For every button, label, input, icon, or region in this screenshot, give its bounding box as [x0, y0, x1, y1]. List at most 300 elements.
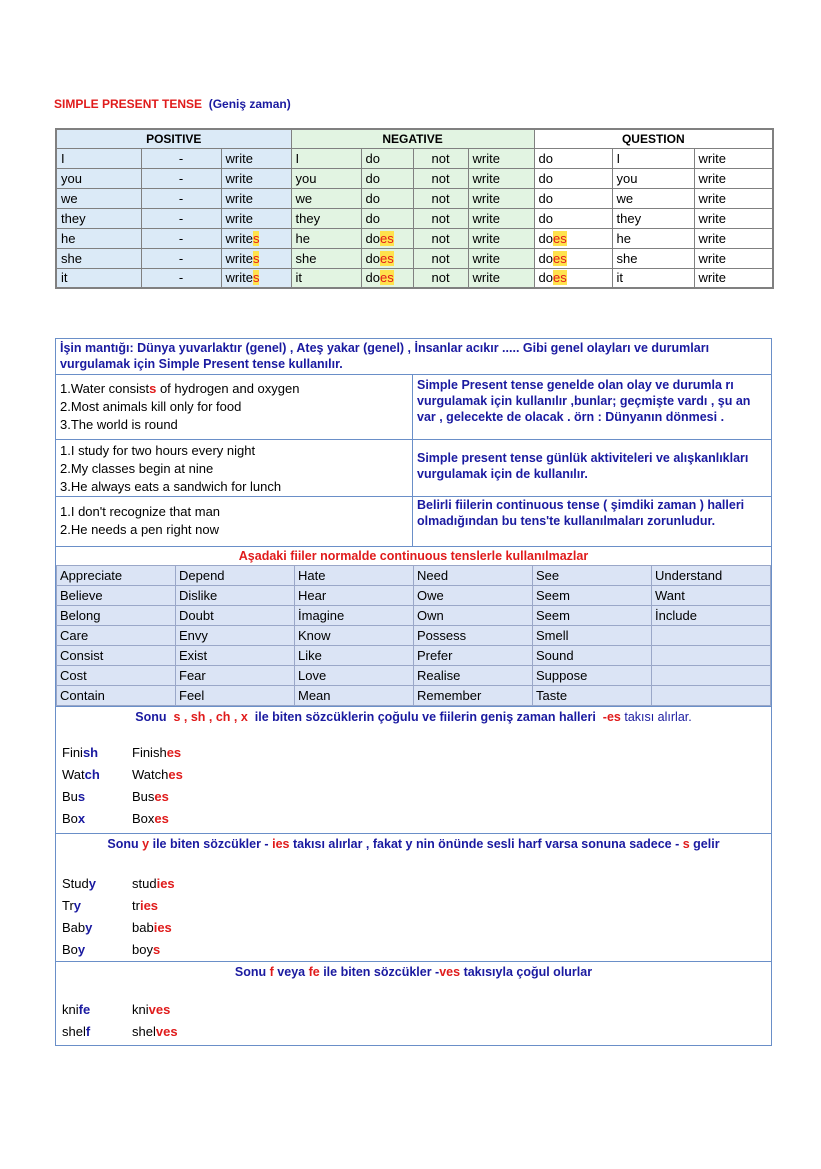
plural-stem: stud: [132, 876, 157, 891]
verbs-row: [57, 566, 771, 586]
word-pair: [62, 786, 771, 808]
conj-cell: [221, 188, 291, 208]
word-pair: [62, 873, 771, 895]
conj-cell: [221, 148, 291, 168]
conj-row: [56, 208, 773, 228]
plural-word: [132, 742, 181, 764]
conj-cell: [291, 148, 361, 168]
conj-cell: [56, 168, 141, 188]
conj-cell: [291, 168, 361, 188]
usage-note-3: Belirli fiilerin continuous tense ( şimdiki zaman ) halleri olmadığından bu tens'te kullanılmaları zorunludur.: [417, 498, 745, 528]
conj-cell: [361, 188, 413, 208]
conj-cell: [612, 188, 694, 208]
base-ending: y: [77, 942, 86, 957]
example-line: 2.Most animals kill only for food: [60, 399, 242, 414]
conj-cell: [413, 188, 468, 208]
conj-cell: [468, 168, 534, 188]
conj-word: we: [616, 190, 634, 206]
verbs-row: [57, 606, 771, 626]
conj-cell: [141, 268, 221, 288]
conj-word: do: [538, 210, 554, 226]
conj-cell: [694, 268, 773, 288]
title-main: SIMPLE PRESENT TENSE: [54, 97, 203, 111]
conj-cell: [612, 248, 694, 268]
conj-word: write: [472, 270, 500, 286]
verb-cell: [652, 686, 771, 706]
conj-word: do: [538, 190, 554, 206]
conj-word: not: [431, 150, 450, 166]
base-word: [62, 742, 132, 764]
conj-suffix: es: [553, 250, 567, 266]
conj-word: she: [61, 250, 82, 266]
header-negative: NEGATIVE: [291, 129, 534, 148]
word-pair: [62, 939, 771, 961]
verb-cell: Understand: [652, 566, 771, 586]
conj-word: we: [295, 190, 313, 206]
example-line: 1.I don't recognize that man: [60, 504, 221, 519]
word-pair: [62, 808, 771, 830]
conj-cell: [221, 268, 291, 288]
verb-cell: Smell: [533, 626, 652, 646]
base-ending: y: [85, 920, 93, 935]
base-stem: Bo: [62, 811, 78, 826]
conj-word: write: [698, 210, 726, 226]
conj-word: I: [61, 150, 65, 166]
conj-cell: [612, 168, 694, 188]
verb-cell: Care: [57, 626, 176, 646]
base-stem: Wat: [62, 767, 85, 782]
conj-cell: [468, 268, 534, 288]
base-word: [62, 939, 132, 961]
conj-cell: [694, 148, 773, 168]
base-word: [62, 873, 132, 895]
verb-cell: Sound: [533, 646, 652, 666]
conj-suffix: s: [252, 230, 260, 246]
stative-verbs-section: [56, 547, 771, 707]
word-pair: [62, 742, 771, 764]
conj-cell: [291, 188, 361, 208]
usage-row-1: [56, 375, 771, 440]
conj-word: I: [616, 150, 621, 166]
conj-suffix: es: [553, 230, 567, 246]
conj-word: write: [698, 190, 726, 206]
verb-cell: Own: [414, 606, 533, 626]
conj-word: write: [472, 230, 500, 246]
conj-word: do: [365, 150, 380, 166]
plural-stem: Box: [132, 811, 155, 826]
verb-cell: Know: [295, 626, 414, 646]
plural-word: [132, 917, 172, 939]
conj-word: write: [225, 230, 253, 246]
stative-verbs-heading: Aşadaki fiiler normalde continuous tenslerle kullanılmazlar: [238, 549, 589, 563]
verb-cell: Appreciate: [57, 566, 176, 586]
base-stem: shel: [62, 1024, 86, 1039]
rule-es-section: [56, 707, 771, 834]
conj-cell: [694, 228, 773, 248]
conj-cell: [56, 268, 141, 288]
base-word: [62, 999, 132, 1021]
plural-stem: boy: [132, 942, 153, 957]
base-stem: Fini: [62, 745, 83, 760]
conj-word: they: [295, 210, 321, 226]
base-ending: s: [77, 789, 86, 804]
base-ending: ch: [84, 767, 100, 782]
conj-word: -: [178, 190, 184, 206]
verb-cell: Depend: [176, 566, 295, 586]
plural-word: [132, 786, 169, 808]
usage-row-3: [56, 497, 771, 547]
conj-cell: [141, 168, 221, 188]
conj-suffix: es: [380, 250, 394, 266]
conj-cell: [534, 168, 612, 188]
conj-cell: [56, 248, 141, 268]
conj-row: [56, 268, 773, 288]
rule-es-heading: Sonu s , sh , ch , x ile biten sözcüklerin çoğulu ve fiilerin geniş zaman halleri -es takısı alırlar.: [135, 710, 692, 724]
conj-cell: [612, 268, 694, 288]
verb-cell: İmagine: [295, 606, 414, 626]
conj-word: write: [225, 150, 253, 166]
conj-word: write: [698, 270, 726, 286]
conj-suffix: s: [252, 250, 260, 266]
conj-word: he: [295, 230, 310, 246]
verb-cell: Want: [652, 586, 771, 606]
conj-word: -: [178, 210, 184, 226]
conj-cell: [291, 228, 361, 248]
base-ending: y: [88, 876, 96, 891]
plural-stem: tr: [132, 898, 140, 913]
conj-word: write: [472, 250, 500, 266]
conj-word: he: [616, 230, 632, 246]
verb-cell: [652, 666, 771, 686]
verb-cell: Suppose: [533, 666, 652, 686]
conj-word: write: [698, 170, 726, 186]
verb-cell: Love: [295, 666, 414, 686]
verb-cell: Prefer: [414, 646, 533, 666]
verb-cell: Realise: [414, 666, 533, 686]
conj-word: -: [178, 250, 184, 266]
plural-suffix: s: [152, 942, 161, 957]
conj-word: do: [365, 190, 380, 206]
base-ending: fe: [78, 1002, 91, 1017]
word-pair: [62, 999, 771, 1021]
conj-cell: [413, 168, 468, 188]
conj-word: it: [616, 270, 624, 286]
conj-cell: [56, 148, 141, 168]
conj-cell: [56, 188, 141, 208]
conj-word: it: [61, 270, 68, 286]
base-ending: y: [73, 898, 82, 913]
conj-word: he: [61, 230, 76, 246]
conj-word: -: [178, 150, 184, 166]
conj-cell: [221, 168, 291, 188]
verb-cell: Feel: [176, 686, 295, 706]
verb-cell: İnclude: [652, 606, 771, 626]
conj-word: write: [472, 170, 500, 186]
conj-word: do: [538, 170, 554, 186]
conj-word: you: [616, 170, 638, 186]
conj-word: do: [365, 230, 380, 246]
header-question: QUESTION: [534, 129, 773, 148]
conj-cell: [361, 228, 413, 248]
conj-word: we: [61, 190, 78, 206]
word-pair: [62, 895, 771, 917]
rule-ies-section: [56, 834, 771, 962]
usage-row-2: [56, 440, 771, 497]
conj-word: write: [225, 270, 253, 286]
plural-suffix: es: [166, 745, 182, 760]
verb-cell: Consist: [57, 646, 176, 666]
conj-word: do: [538, 230, 554, 246]
conj-word: not: [431, 250, 450, 266]
conj-row: [56, 168, 773, 188]
verb-cell: Cost: [57, 666, 176, 686]
plural-stem: shel: [132, 1024, 156, 1039]
conj-word: they: [61, 210, 86, 226]
conj-word: do: [365, 210, 380, 226]
verb-cell: Possess: [414, 626, 533, 646]
plural-suffix: ies: [153, 920, 172, 935]
conj-cell: [361, 268, 413, 288]
base-word: [62, 917, 132, 939]
plural-suffix: ies: [156, 876, 175, 891]
conj-cell: [534, 248, 612, 268]
conj-word: write: [472, 150, 500, 166]
conj-cell: [291, 208, 361, 228]
conj-cell: [56, 208, 141, 228]
verb-cell: Dislike: [176, 586, 295, 606]
conj-word: you: [295, 170, 317, 186]
logic-text: İşin mantığı: Dünya yuvarlaktır (genel) , Ateş yakar (genel) , İnsanlar acıkır ..... Gibi genel olayları ve durumları vurgulamak için Simple Present tense kullanılır.: [60, 341, 710, 371]
plural-suffix: es: [154, 811, 169, 826]
verb-cell: Exist: [176, 646, 295, 666]
conj-cell: [694, 208, 773, 228]
conj-word: do: [538, 150, 554, 166]
conj-cell: [361, 148, 413, 168]
page-title: [54, 97, 291, 111]
explanation-panel: [55, 338, 772, 1046]
conj-cell: [361, 168, 413, 188]
conj-word: not: [431, 230, 450, 246]
plural-suffix: ies: [139, 898, 159, 913]
stative-verbs-table: [56, 565, 771, 706]
verb-cell: Hate: [295, 566, 414, 586]
verb-cell: See: [533, 566, 652, 586]
conj-cell: [534, 188, 612, 208]
plural-stem: Watch: [132, 767, 169, 782]
conj-row: [56, 188, 773, 208]
conj-cell: [221, 228, 291, 248]
conj-word: write: [225, 190, 253, 206]
plural-word: [132, 939, 160, 961]
conj-word: write: [225, 170, 253, 186]
base-stem: Bu: [62, 789, 78, 804]
base-ending: f: [85, 1024, 91, 1039]
conj-row: [56, 248, 773, 268]
conj-word: she: [616, 250, 638, 266]
conj-cell: [468, 248, 534, 268]
conj-cell: [534, 268, 612, 288]
conj-cell: [694, 248, 773, 268]
verb-cell: Mean: [295, 686, 414, 706]
conj-cell: [141, 248, 221, 268]
conj-word: you: [61, 170, 82, 186]
base-word: [62, 786, 132, 808]
base-stem: Stud: [62, 876, 89, 891]
conj-cell: [534, 148, 612, 168]
usage-note-1: Simple Present tense genelde olan olay ve durumla rı vurgulamak için kullanılır ,bunlar; geçmişte vardı , şu an var , gelecekte de olacak . örn : Dünyanın dönmesi .: [417, 378, 751, 424]
conj-word: it: [295, 270, 303, 286]
base-stem: Bo: [62, 942, 78, 957]
conj-cell: [413, 268, 468, 288]
example-line: 1.I study for two hours every night: [60, 443, 256, 458]
conj-word: not: [431, 170, 450, 186]
verb-cell: Fear: [176, 666, 295, 686]
verbs-row: [57, 626, 771, 646]
conj-cell: [141, 188, 221, 208]
word-pair: [62, 917, 771, 939]
conj-suffix: es: [380, 270, 394, 286]
conj-cell: [413, 248, 468, 268]
example-line: 3.He always eats a sandwich for lunch: [60, 479, 282, 494]
conj-cell: [221, 208, 291, 228]
rule-ies-heading: Sonu y ile biten sözcükler - ies takısı alırlar , fakat y nin önünde sesli harf varsa sonuna sadece - s gelir: [107, 837, 720, 851]
plural-word: [132, 764, 183, 786]
conj-cell: [468, 228, 534, 248]
conj-cell: [413, 228, 468, 248]
base-word: [62, 808, 132, 830]
rule-ves-section: [56, 962, 771, 1045]
conj-cell: [291, 248, 361, 268]
conj-cell: [141, 208, 221, 228]
plural-word: [132, 873, 175, 895]
header-positive: POSITIVE: [56, 129, 291, 148]
verb-cell: Remember: [414, 686, 533, 706]
conj-cell: [141, 148, 221, 168]
conj-row: [56, 148, 773, 168]
plural-word: [132, 999, 170, 1021]
conj-word: write: [698, 230, 726, 246]
verbs-row: [57, 666, 771, 686]
base-ending: sh: [82, 745, 99, 760]
conj-word: do: [365, 250, 380, 266]
conj-cell: [221, 248, 291, 268]
plural-stem: kni: [132, 1002, 149, 1017]
base-stem: kni: [62, 1002, 79, 1017]
example-line: 1.Water consists of hydrogen and oxygen: [60, 381, 300, 396]
conj-word: do: [538, 250, 554, 266]
base-word: [62, 764, 132, 786]
example-line: 3.The world is round: [60, 417, 178, 432]
conj-suffix: es: [380, 230, 394, 246]
word-pair: [62, 764, 771, 786]
conj-suffix: s: [252, 270, 260, 286]
verb-cell: Seem: [533, 586, 652, 606]
conj-cell: [413, 148, 468, 168]
conj-word: she: [295, 250, 317, 266]
conj-cell: [612, 148, 694, 168]
conj-cell: [694, 188, 773, 208]
conj-cell: [413, 208, 468, 228]
conj-cell: [468, 188, 534, 208]
word-pair: [62, 1021, 771, 1043]
conj-cell: [534, 208, 612, 228]
conj-cell: [361, 208, 413, 228]
plural-stem: Finish: [132, 745, 167, 760]
conj-word: write: [225, 210, 253, 226]
verbs-row: [57, 646, 771, 666]
verb-cell: Believe: [57, 586, 176, 606]
conj-word: write: [225, 250, 253, 266]
plural-suffix: ves: [148, 1002, 171, 1017]
verb-cell: Like: [295, 646, 414, 666]
conj-word: not: [431, 210, 450, 226]
verb-cell: Contain: [57, 686, 176, 706]
conj-cell: [534, 228, 612, 248]
base-word: [62, 895, 132, 917]
conj-word: -: [178, 230, 184, 246]
conj-cell: [361, 248, 413, 268]
conj-word: not: [431, 190, 450, 206]
conj-word: -: [178, 170, 184, 186]
conj-cell: [56, 228, 141, 248]
conj-word: they: [616, 210, 642, 226]
conj-word: -: [178, 270, 184, 286]
conj-word: write: [698, 250, 726, 266]
plural-suffix: es: [168, 767, 183, 782]
conj-cell: [468, 208, 534, 228]
conj-word: do: [365, 270, 380, 286]
verb-cell: Hear: [295, 586, 414, 606]
conj-cell: [141, 228, 221, 248]
verb-cell: Need: [414, 566, 533, 586]
conj-suffix: es: [553, 270, 567, 286]
conj-word: I: [295, 150, 300, 166]
base-stem: Tr: [62, 898, 74, 913]
verb-cell: [652, 626, 771, 646]
example-line: 2.He needs a pen right now: [60, 522, 219, 537]
conj-word: write: [472, 210, 500, 226]
conj-cell: [291, 268, 361, 288]
verbs-row: [57, 686, 771, 706]
example-line: 2.My classes begin at nine: [60, 461, 214, 476]
verbs-row: [57, 586, 771, 606]
base-stem: Bab: [62, 920, 86, 935]
base-word: [62, 1021, 132, 1043]
plural-word: [132, 808, 169, 830]
conj-word: do: [365, 170, 380, 186]
conj-word: write: [472, 190, 500, 206]
conj-word: not: [431, 270, 450, 286]
conj-cell: [612, 228, 694, 248]
plural-suffix: ves: [155, 1024, 178, 1039]
conjugation-table: [55, 128, 774, 289]
conj-word: write: [698, 150, 726, 166]
rule-ves-heading: Sonu f veya fe ile biten sözcükler -ves takısıyla çoğul olurlar: [234, 965, 593, 979]
conj-cell: [612, 208, 694, 228]
plural-stem: Bus: [132, 789, 155, 804]
verb-cell: Belong: [57, 606, 176, 626]
logic-box: [56, 339, 771, 375]
verb-cell: Seem: [533, 606, 652, 626]
conj-word: do: [538, 270, 554, 286]
conj-cell: [468, 148, 534, 168]
verb-cell: [652, 646, 771, 666]
verb-cell: Taste: [533, 686, 652, 706]
plural-stem: bab: [132, 920, 154, 935]
conj-cell: [694, 168, 773, 188]
usage-note-2: Simple present tense günlük aktiviteleri ve alışkanlıkları vurgulamak için de kullanılır.: [417, 451, 749, 481]
conj-row: [56, 228, 773, 248]
